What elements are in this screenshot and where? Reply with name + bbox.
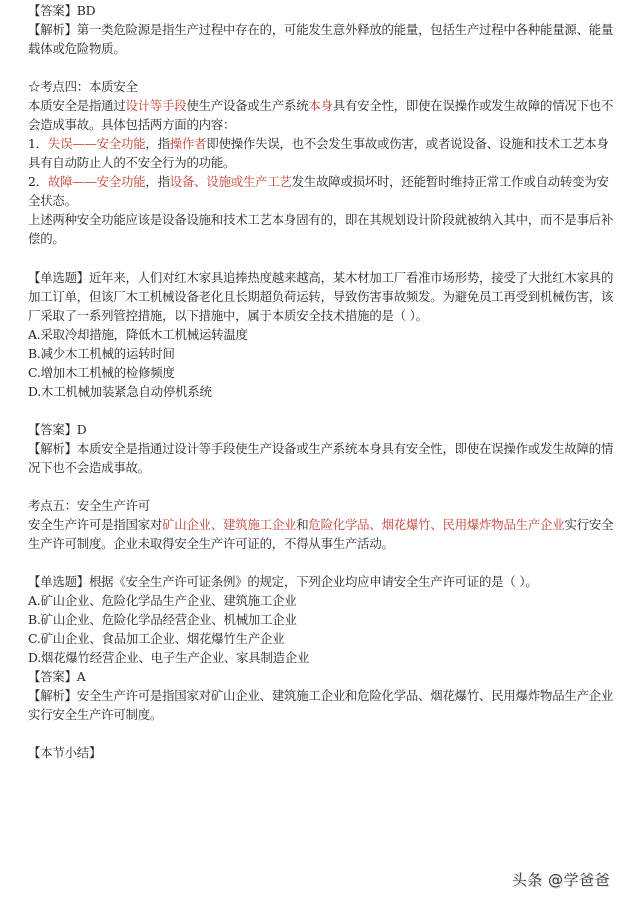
q2-option-a: A.矿山企业、危险化学品生产企业、建筑施工企业 <box>28 593 297 608</box>
analysis-label: 【解析】 <box>28 441 77 456</box>
highlighted-text: 失误——安全功能 <box>47 136 146 151</box>
q2-option-b: B.矿山企业、危险化学品经营企业、机械加工企业 <box>28 612 297 627</box>
point4-item-1 <box>28 134 618 172</box>
point5-intro <box>28 515 618 553</box>
highlighted-text: 操作者 <box>169 136 207 151</box>
highlighted-text: 设计等手段 <box>125 98 187 113</box>
question-1 <box>28 268 618 325</box>
point4-summary: 上述两种安全功能应该是设备设施和技术工艺本身固有的，即在其规划设计阶段就被纳入其中，而不是事后补偿的。 <box>28 212 614 246</box>
answer-value: D <box>76 422 87 437</box>
text-segment: ，指 <box>145 174 170 189</box>
question-type-label: 【单选题】 <box>28 270 89 285</box>
text-segment: 本质安全是指通过 <box>28 98 126 113</box>
highlighted-text: 设备、设施或生产工艺 <box>169 174 292 189</box>
answer-label: 【答案】 <box>28 669 77 684</box>
section-summary-heading: 【本节小结】 <box>28 745 102 760</box>
q1-option-d: D.木工机械加装紧急自动停机系统 <box>28 384 212 399</box>
answer-label: 【答案】 <box>28 422 77 437</box>
q1-option-b: B.减少木工机械的运转时间 <box>28 346 175 361</box>
answer-label: 【答案】 <box>28 3 77 18</box>
prev-analysis <box>28 20 618 58</box>
document-page <box>28 0 618 762</box>
q1-option-a: A.采取冷却措施，降低木工机械运转温度 <box>28 327 248 342</box>
question-stem: 根据《安全生产许可证条例》的规定，下列企业均应申请安全生产许可证的是（ ）。 <box>88 574 538 589</box>
highlighted-text: 故障——安全功能 <box>47 174 146 189</box>
highlighted-text: 本身 <box>308 98 333 113</box>
analysis-text: 第一类危险源是指生产过程中存在的，可能发生意外释放的能量，包括生产过程中各种能量源、能量载体或危险物质。 <box>28 22 614 56</box>
q2-answer <box>28 667 618 686</box>
analysis-text: 安全生产许可是指国家对矿山企业、建筑施工企业和危险化学品、烟花爆竹、民用爆炸物品生产企业实行安全生产许可制度。 <box>28 688 614 722</box>
analysis-label: 【解析】 <box>28 22 77 37</box>
text-segment: 1． <box>28 136 48 151</box>
point4-title: ☆考点四：本质安全 <box>28 79 138 94</box>
watermark: 头条 @学爸爸 <box>511 871 610 889</box>
answer-value: BD <box>76 3 96 18</box>
text-segment: 实行安全生产许可制度。企业未取得安全生产许可证的，不得从事生产活动。 <box>28 517 614 551</box>
highlighted-text: 危险化学品、烟花爆竹、民用爆炸物品生产企业 <box>308 517 565 532</box>
point4-item-2 <box>28 172 618 210</box>
question-type-label: 【单选题】 <box>28 574 89 589</box>
point4-intro <box>28 96 618 134</box>
text-segment: 使生产设备或生产系统 <box>186 98 309 113</box>
analysis-text: 本质安全是指通过设计等手段使生产设备或生产系统本身具有安全性，即使在误操作或发生故障的情况下也不会造成事故。 <box>28 441 614 475</box>
text-segment: 即使操作失误，也不会发生事故或伤害，或者说设备、设施和技术工艺本身具有自动防止人的不安全行为的功能。 <box>28 136 609 170</box>
text-segment: 安全生产许可是指国家对 <box>28 517 163 532</box>
prev-answer <box>28 1 618 20</box>
q1-analysis <box>28 439 618 477</box>
question-stem: 近年来，人们对红木家具追捧热度越来越高，某木材加工厂看准市场形势，接受了大批红木家具的加工订单，但该厂木工机械设备老化且长期超负荷运转，导致伤害事故频发。为避免员工再受到机械伤害，该厂采取了一系列管控措施，以下措施中，属于本质安全技术措施的是（ ）。 <box>28 270 614 323</box>
question-2 <box>28 572 618 591</box>
text-segment: 和 <box>296 517 309 532</box>
q2-analysis <box>28 686 618 724</box>
text-segment: 具有安全性，即使在误操作或发生故障的情况下也不会造成事故。具体包括两方面的内容： <box>28 98 614 132</box>
answer-value: A <box>76 669 86 684</box>
text-segment: 发生故障或损坏时，还能暂时维持正常工作或自动转变为安全状态。 <box>28 174 609 208</box>
text-segment: ，指 <box>145 136 170 151</box>
point5-title: 考点五：安全生产许可 <box>28 498 150 513</box>
analysis-label: 【解析】 <box>28 688 77 703</box>
q1-answer <box>28 420 618 439</box>
q2-option-c: C.矿山企业、食品加工企业、烟花爆竹生产企业 <box>28 631 285 646</box>
q1-option-c: C.增加木工机械的检修频度 <box>28 365 175 380</box>
q2-option-d: D.烟花爆竹经营企业、电子生产企业、家具制造企业 <box>28 650 310 665</box>
highlighted-text: 矿山企业、建筑施工企业 <box>162 517 297 532</box>
text-segment: 2． <box>28 174 48 189</box>
